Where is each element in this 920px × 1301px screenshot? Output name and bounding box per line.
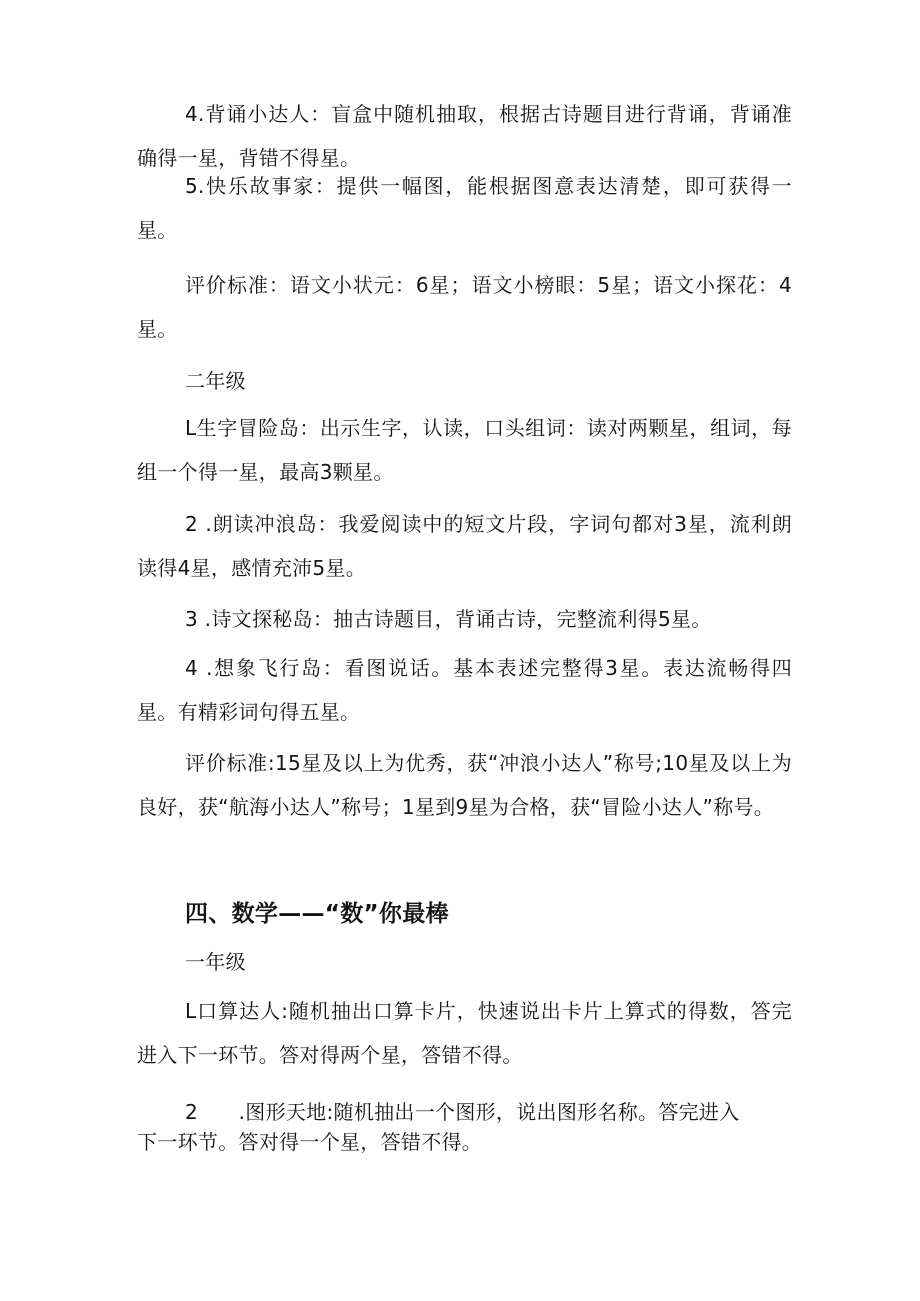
paragraph-poem-island: 3 .诗文探秘岛：抽古诗题目，背诵古诗，完整流利得5星。	[185, 607, 712, 631]
paragraph-reading-island: 2 .朗读冲浪岛：我爱阅读中的短文片段，字词句都对3星，流利朗读得4星，感情充沛5星。	[137, 512, 792, 580]
paragraph-grade1-criteria: 评价标准：语文小状元：6星；语文小榜眼：5星；语文小探花：4星。	[137, 273, 792, 341]
paragraph-grade1-title: 一年级	[185, 950, 246, 974]
paragraph-imagination-island: 4 .想象飞行岛：看图说话。基本表述完整得3星。表达流畅得四星。有精彩词句得五星。	[137, 656, 792, 724]
paragraph-recite-master: 4.背诵小达人：盲盒中随机抽取，根据古诗题目进行背诵，背诵准确得一星，背错不得星。	[137, 102, 792, 170]
section-heading-math: 四、数学——“数”你最棒	[185, 901, 449, 927]
paragraph-shapes-line1: 2 .图形天地:随机抽出一个图形，说出图形名称。答完进入	[185, 1100, 740, 1124]
paragraph-new-words-island: L生字冒险岛：出示生字，认读，口头组词：读对两颗星，组词，每组一个得一星，最高3颗星。	[137, 416, 792, 484]
paragraph-grade2-title: 二年级	[185, 369, 246, 393]
paragraph-oral-calculation: L口算达人:随机抽出口算卡片，快速说出卡片上算式的得数，答完进入下一环节。答对得两个星，答错不得。	[137, 999, 792, 1067]
paragraph-story-teller: 5.快乐故事家：提供一幅图，能根据图意表达清楚，即可获得一星。	[137, 174, 792, 242]
paragraph-shapes-line2: 下一环节。答对得一个星，答错不得。	[137, 1130, 483, 1154]
paragraph-grade2-criteria: 评价标准:15星及以上为优秀，获“冲浪小达人”称号;10星及以上为良好，获“航海小达人”称号；1星到9星为合格，获“冒险小达人”称号。	[137, 751, 792, 819]
